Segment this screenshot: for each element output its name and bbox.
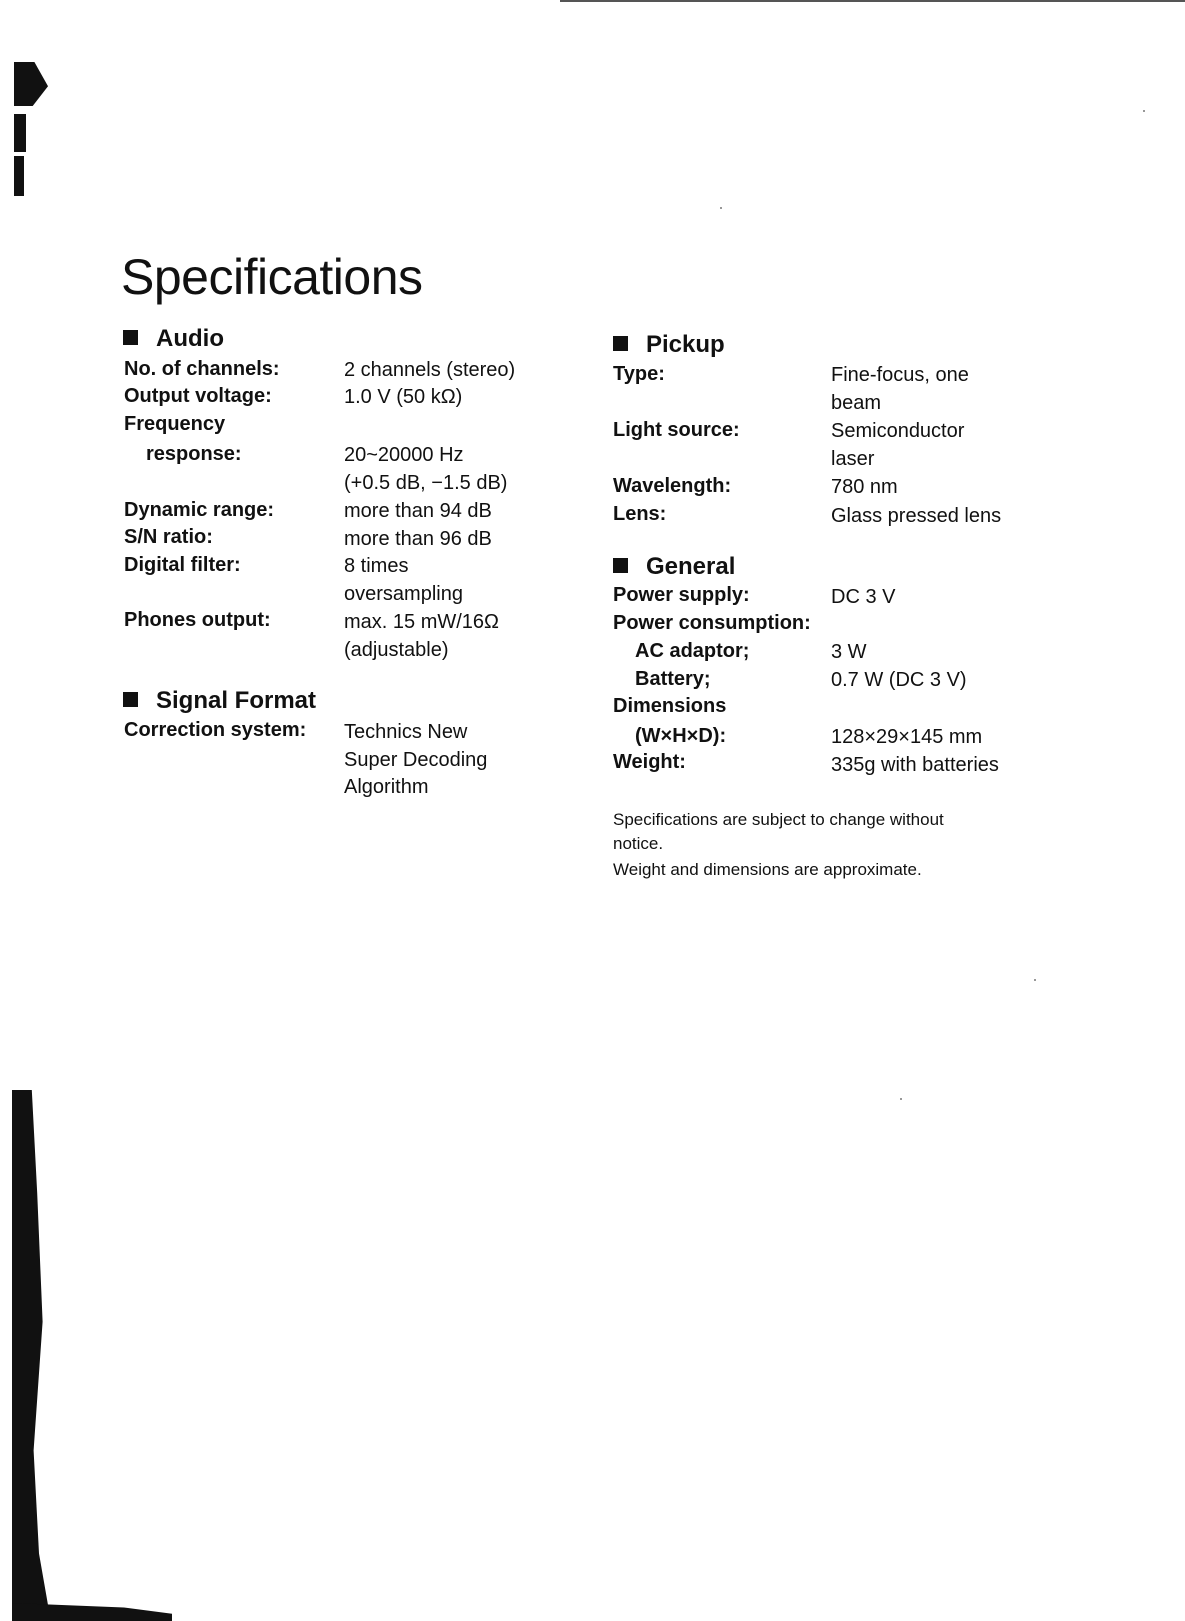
audio-heading: Audio [123, 327, 224, 351]
spec-label: Power supply: [613, 584, 750, 606]
scan-bottom-streak [12, 1603, 172, 1621]
spec-value: more than 94 dB [344, 500, 492, 522]
spec-value: max. 15 mW/16Ω [344, 611, 499, 633]
spec-value: 3 W [831, 641, 867, 663]
spec-label: Dimensions [613, 695, 727, 717]
scan-speck [1143, 110, 1145, 112]
spec-value: Fine-focus, one [831, 364, 969, 386]
scan-speck [900, 1098, 902, 1100]
spec-label: Lens: [613, 503, 667, 525]
scan-edge-mark-top [14, 62, 48, 106]
spec-label: Output voltage: [124, 385, 272, 407]
spec-label: Weight: [613, 751, 686, 773]
spec-value: 335g with batteries [831, 754, 999, 776]
spec-label: S/N ratio: [124, 526, 213, 548]
spec-value: 0.7 W (DC 3 V) [831, 669, 967, 691]
spec-value-continued: (+0.5 dB, −1.5 dB) [344, 472, 508, 494]
footnote: Specifications are subject to change without [613, 810, 944, 829]
footnote: Weight and dimensions are approximate. [613, 860, 922, 879]
scan-edge-mark-small [14, 156, 24, 196]
page-title: Specifications [121, 249, 423, 305]
square-bullet-icon [123, 692, 138, 707]
square-bullet-icon [123, 330, 138, 345]
spec-value-continued: laser [831, 448, 875, 470]
spec-value: 780 nm [831, 476, 898, 498]
spec-label: Correction system: [124, 719, 307, 741]
scan-speck [720, 207, 722, 209]
spec-value: Technics New [344, 721, 468, 743]
spec-label-continued: response: [146, 443, 242, 465]
spec-value: Glass pressed lens [831, 505, 1002, 527]
spec-label-continued: (W×H×D): [635, 725, 727, 747]
spec-value-continued: oversampling [344, 583, 463, 605]
spec-label: Light source: [613, 419, 740, 441]
general-heading: General [613, 555, 735, 579]
square-bullet-icon [613, 336, 628, 351]
spec-value: 2 channels (stereo) [344, 359, 516, 381]
footnote: notice. [613, 834, 664, 853]
spec-value: 1.0 V (50 kΩ) [344, 386, 463, 408]
spec-value-continued: Algorithm [344, 776, 429, 798]
spec-label: Wavelength: [613, 475, 732, 497]
signal-format-heading: Signal Format [123, 689, 316, 713]
spec-label: Battery; [635, 668, 711, 690]
spec-value: Semiconductor [831, 420, 965, 442]
pickup-heading: Pickup [613, 333, 725, 357]
spec-label: Phones output: [124, 609, 271, 631]
spec-label: Frequency [124, 413, 226, 435]
spec-value: more than 96 dB [344, 528, 492, 550]
spec-value: DC 3 V [831, 586, 896, 608]
spec-value: 128×29×145 mm [831, 726, 983, 748]
scan-speck [1034, 979, 1036, 981]
spec-value: 8 times [344, 555, 409, 577]
spec-value-continued: Super Decoding [344, 749, 488, 771]
spec-label: No. of channels: [124, 358, 280, 380]
spec-label: AC adaptor; [635, 640, 750, 662]
spec-value-continued: (adjustable) [344, 639, 449, 661]
scan-edge-strip [12, 1090, 48, 1605]
spec-value-continued: beam [831, 392, 882, 414]
square-bullet-icon [613, 558, 628, 573]
scan-edge-mark-middle [14, 114, 26, 152]
spec-label: Dynamic range: [124, 499, 275, 521]
spec-label: Power consumption: [613, 612, 811, 634]
spec-value: 20~20000 Hz [344, 444, 464, 466]
spec-label: Digital filter: [124, 554, 241, 576]
spec-label: Type: [613, 363, 665, 385]
scan-top-line [560, 0, 1185, 2]
